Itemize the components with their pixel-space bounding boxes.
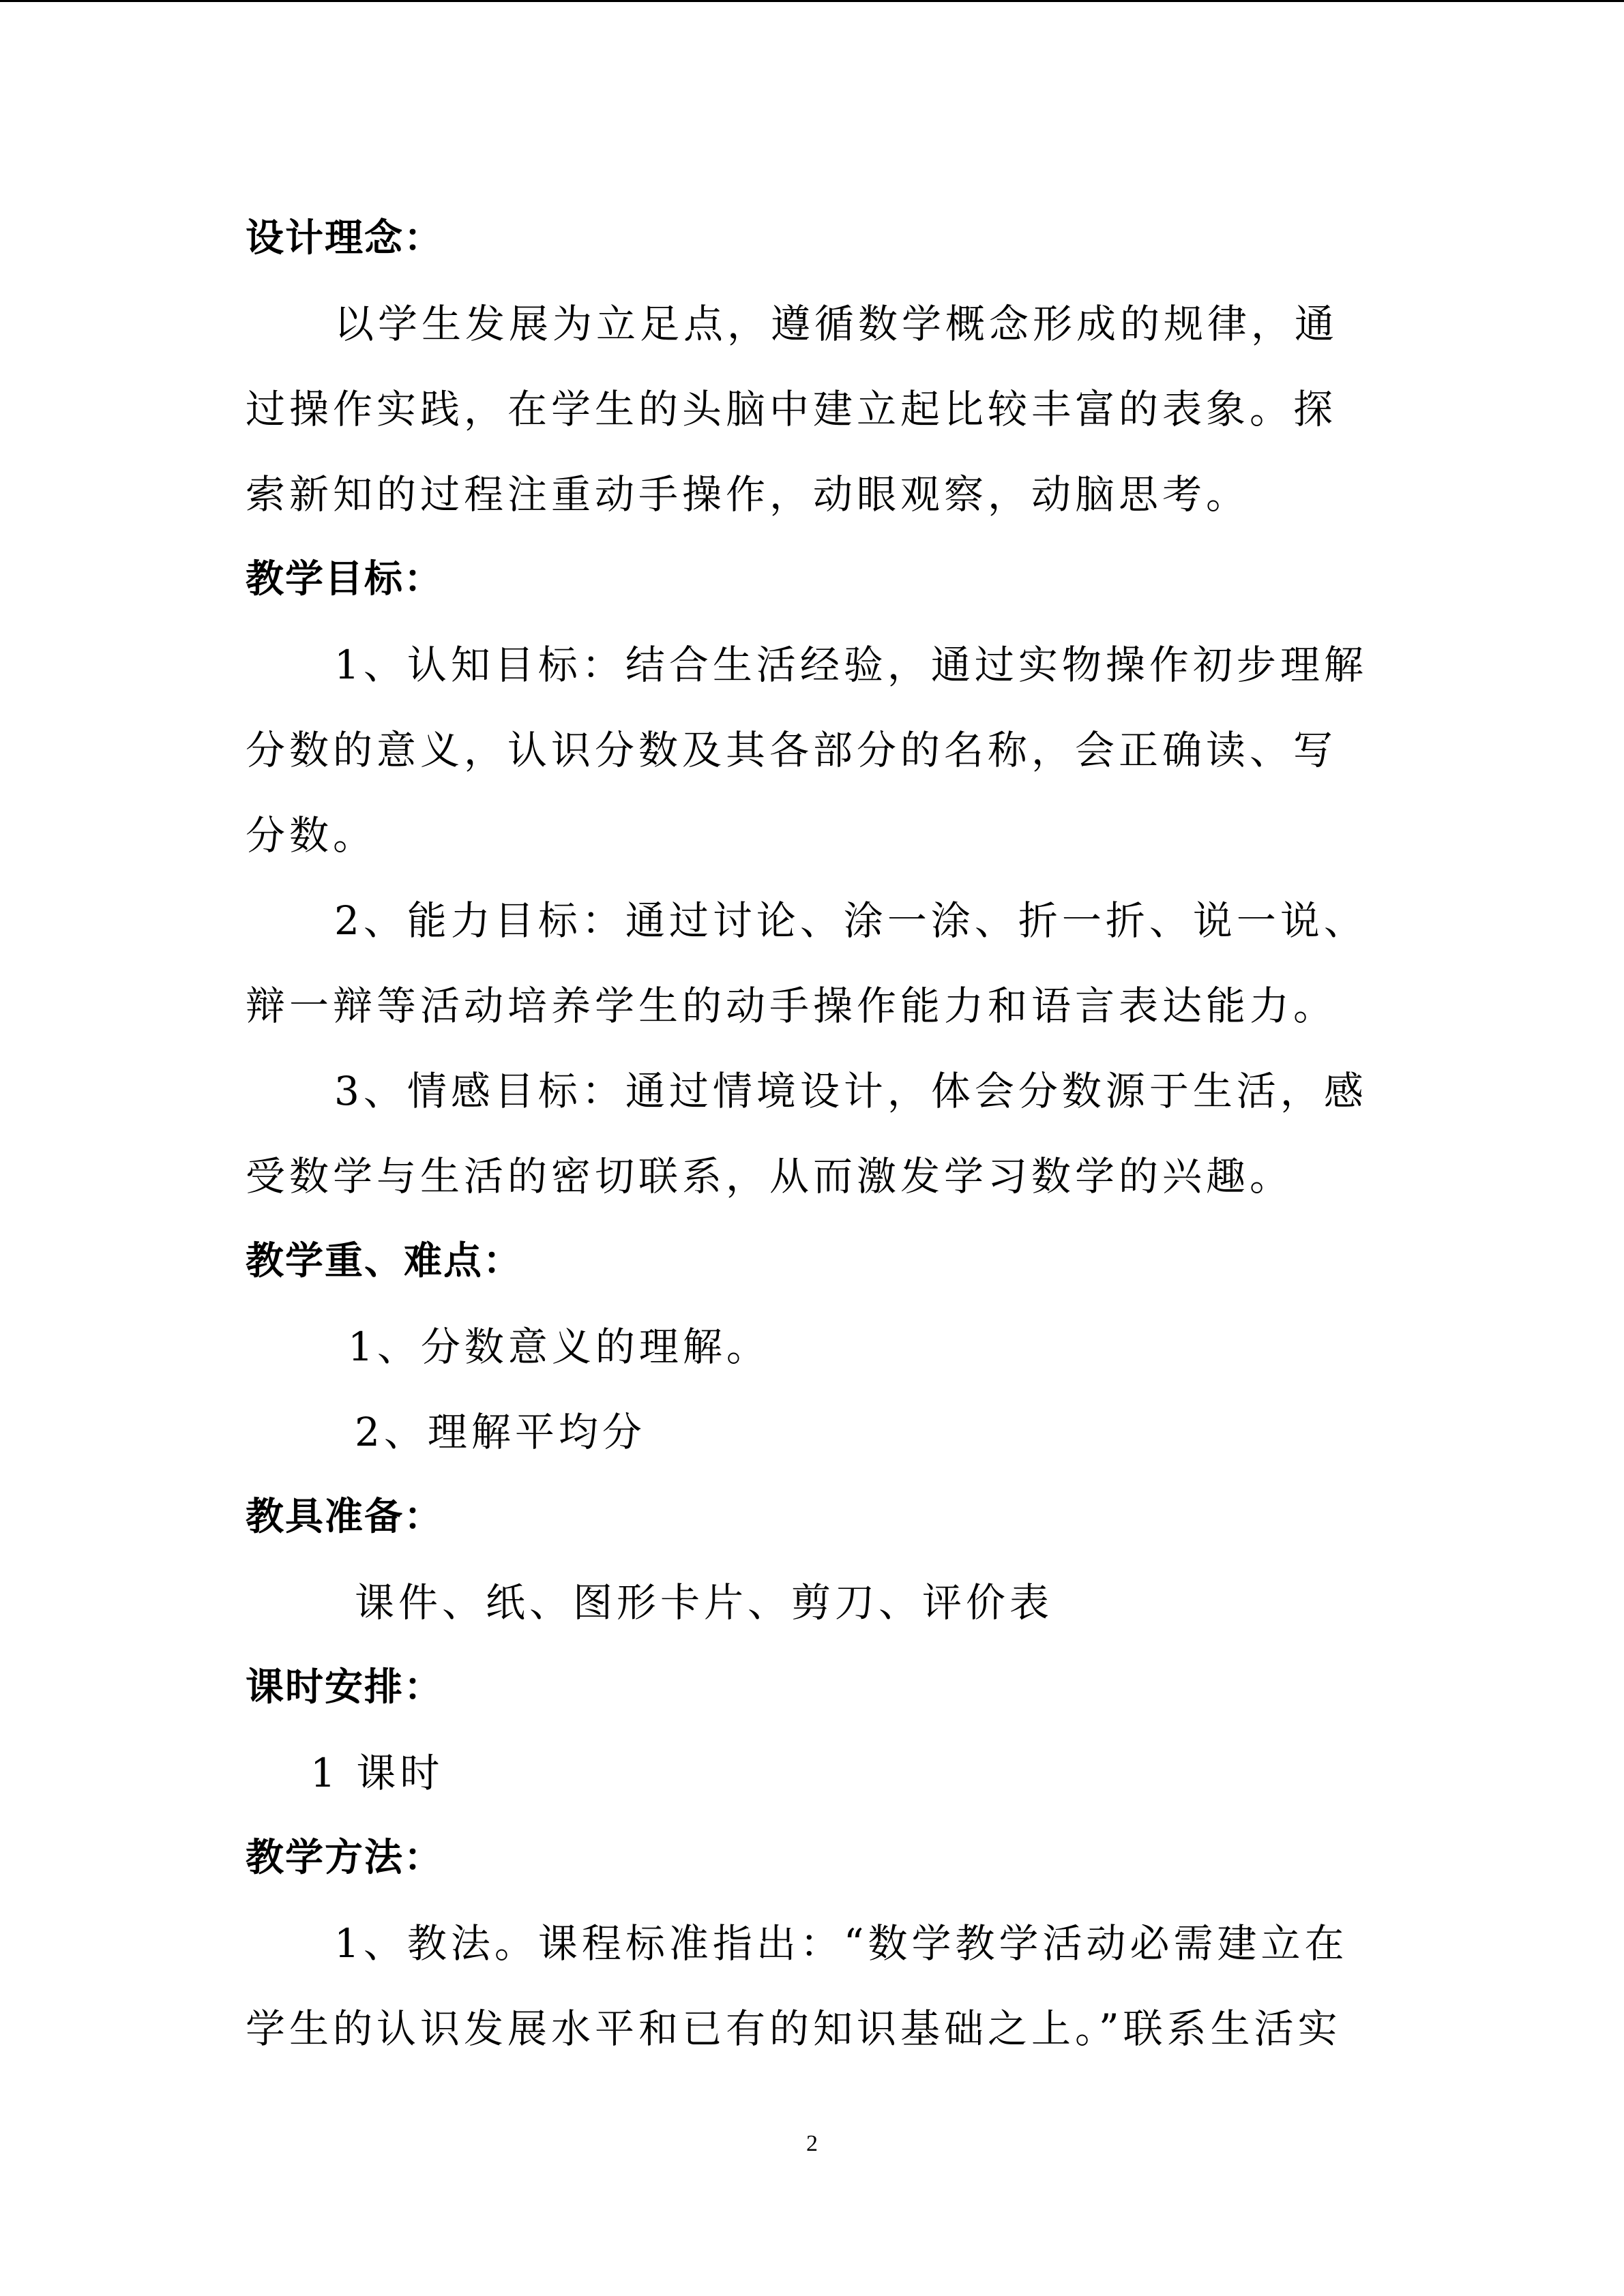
paragraph-line: 分数的意义，认识分数及其各部分的名称，会正确读、写 bbox=[246, 727, 1338, 773]
heading-teaching-methods: 教学方法： bbox=[246, 1836, 443, 1880]
list-item: 1、分数意义的理解。 bbox=[348, 1324, 770, 1370]
paragraph-line: 课件、纸、图形卡片、剪刀、评价表 bbox=[355, 1579, 1054, 1626]
paragraph-line: 2、能力目标：通过讨论、涂一涂、折一折、说一说、 bbox=[334, 897, 1368, 944]
paragraph-line: 以学生发展为立足点，遵循数学概念形成的规律，通 bbox=[334, 301, 1339, 347]
paragraph-line: 索新知的过程注重动手操作，动眼观察，动脑思考。 bbox=[246, 471, 1250, 518]
paragraph-line: 3、情感目标：通过情境设计，体会分数源于生活，感 bbox=[334, 1068, 1368, 1114]
list-item: 2、理解平均分 bbox=[355, 1409, 646, 1455]
paragraph-line: 1 课时 bbox=[310, 1750, 444, 1796]
paragraph-line: 1、认知目标：结合生活经验，通过实物操作初步理解 bbox=[334, 642, 1368, 688]
page-top-border bbox=[0, 0, 1624, 2]
heading-class-hours: 课时安排： bbox=[246, 1665, 443, 1710]
paragraph-line: 学生的认识发展水平和已有的知识基础之上。”联系生活实 bbox=[246, 2006, 1342, 2052]
heading-design-concept: 设计理念： bbox=[246, 216, 443, 260]
heading-teaching-goals: 教学目标： bbox=[246, 557, 443, 601]
paragraph-line: 受数学与生活的密切联系，从而激发学习数学的兴趣。 bbox=[246, 1153, 1294, 1199]
paragraph-line: 过操作实践，在学生的头脑中建立起比较丰富的表象。探 bbox=[246, 386, 1338, 432]
page-number: 2 bbox=[806, 2131, 818, 2156]
heading-teaching-aids: 教具准备： bbox=[246, 1495, 443, 1539]
paragraph-line: 辩一辩等活动培养学生的动手操作能力和语言表达能力。 bbox=[246, 983, 1338, 1029]
heading-key-difficult-points: 教学重、难点： bbox=[246, 1239, 522, 1283]
paragraph-line: 分数。 bbox=[246, 812, 377, 859]
paragraph-line: 1、教法。课程标准指出：“数学教学活动必需建立在 bbox=[334, 1920, 1348, 1967]
